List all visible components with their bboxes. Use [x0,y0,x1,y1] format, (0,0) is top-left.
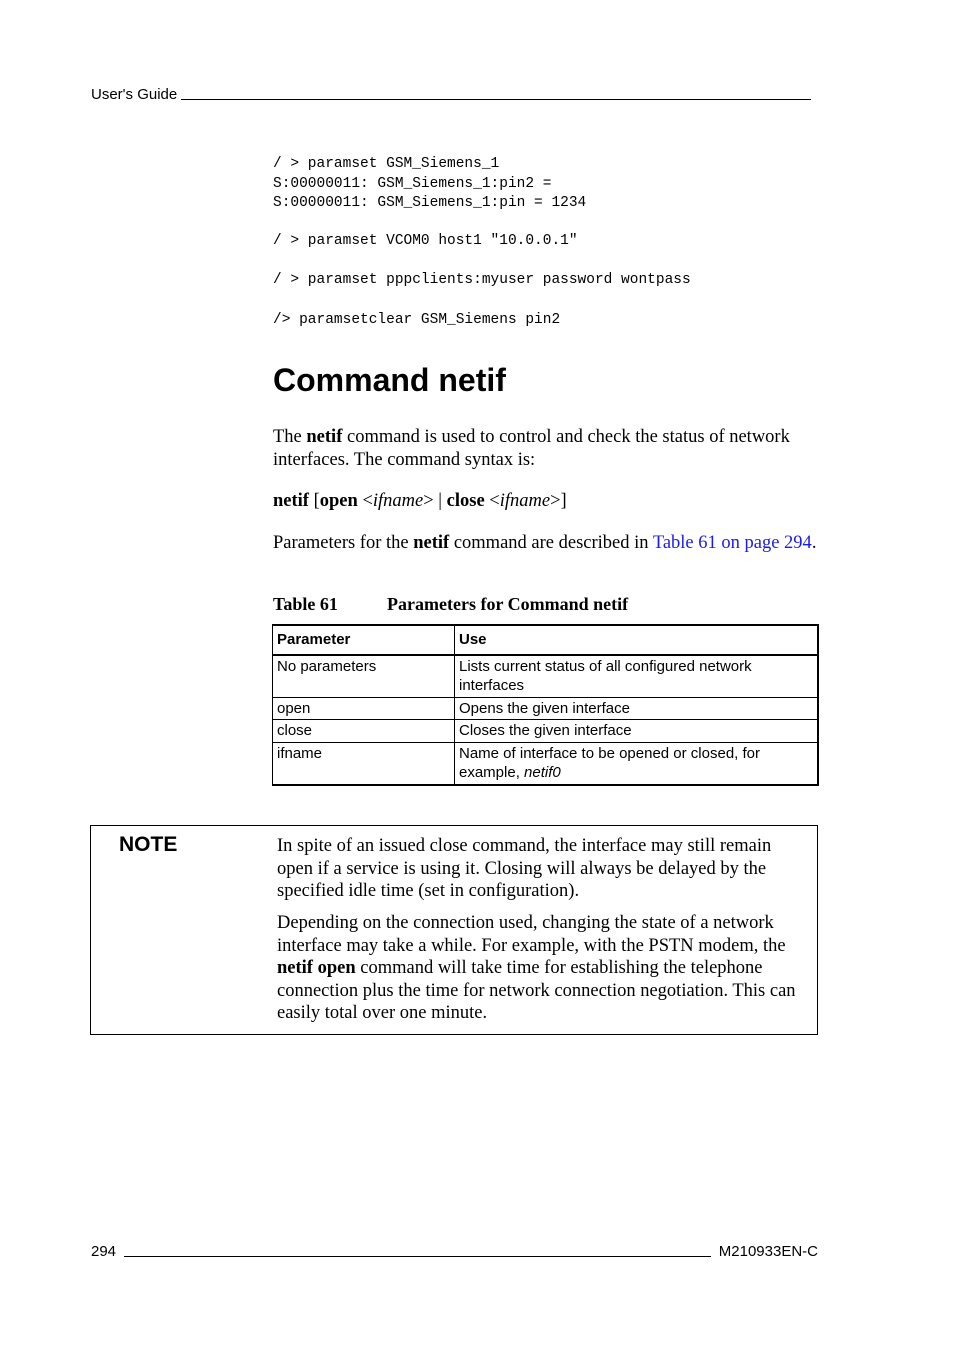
param-cell: open [273,697,455,720]
param-cell: close [273,720,455,743]
table-row [273,742,819,785]
code-block-4: /> paramsetclear GSM_Siemens pin2 [273,312,561,328]
use-cell: Lists current status of all configured network interfaces [455,655,819,698]
text: ] [560,491,567,511]
table-row [273,655,819,698]
parameters-table [272,624,819,786]
syntax-command: netif [273,491,309,511]
use-cell: Opens the given interface [455,697,819,720]
page-footer [91,1243,818,1260]
code-line: S:00000011: GSM_Siemens_1:pin2 = [273,175,552,192]
bold-term: netif open [277,958,356,978]
note-box [90,825,818,1035]
table-title: Parameters for Command netif [387,594,629,614]
text: command is used to control and check the status of network interfaces. The command syntax is: [273,427,790,470]
text: <ifname> [484,491,561,511]
param-cell: ifname [273,742,455,785]
text: command will take time for establishing the telephone connection plus the time for network connection negotiation. This can easily total over one minute. [277,958,796,1023]
text: <ifname> [357,491,434,511]
bold-term: netif [306,427,343,447]
use-cell: Closes the given interface [455,720,819,743]
table-row [273,697,819,720]
page-header [91,86,811,103]
syntax-arg: ifname [499,491,551,511]
param-cell: No parameters [273,655,455,698]
table-reference-link[interactable]: Table 61 on page 294 [652,533,812,553]
column-header: Parameter [273,625,455,655]
params-paragraph [273,532,818,555]
section-title: Command netif [273,362,506,398]
header-title: User's Guide [91,86,178,103]
column-header: Use [455,625,819,655]
document-id: M210933EN-C [718,1243,818,1260]
text: . [811,533,817,553]
syntax-open: open [319,491,358,511]
text: command are described in [449,533,653,553]
code-block-3: / > paramset pppclients:myuser password wontpass [273,272,691,288]
use-cell [455,742,819,785]
code-line: / > paramset GSM_Siemens_1 [273,156,500,172]
table-row [273,720,819,743]
note-paragraph-2 [277,912,811,1025]
text: Depending on the connection used, changing the state of a network interface may take a while. For example, with the PSTN modem, the [277,913,786,956]
header-rule [181,99,811,100]
text: [ [308,491,320,511]
italic-term: netif0 [524,764,561,781]
intro-paragraph [273,426,818,471]
syntax-line [273,490,818,513]
note-label: NOTE [119,833,178,856]
syntax-arg: ifname [372,491,424,511]
code-block-1 [273,155,586,214]
syntax-close: close [446,491,485,511]
note-paragraph-1: In spite of an issued close command, the interface may still remain open if a service is using it. Closing will always be delayed by the specified idle time (set in configuration). [277,836,772,901]
code-block-2: / > paramset VCOM0 host1 "10.0.0.1" [273,233,578,249]
text: The [273,427,307,447]
page-number: 294 [91,1243,117,1260]
table-header-row [273,625,819,655]
table-number: Table 61 [273,594,338,614]
code-line: S:00000011: GSM_Siemens_1:pin = 1234 [273,195,587,211]
footer-rule [124,1256,711,1257]
bold-term: netif [413,533,450,553]
table-caption [273,594,629,615]
text: | [433,491,447,511]
text: Parameters for the [273,533,414,553]
text: Name of interface to be opened or closed, for example, [459,744,761,781]
